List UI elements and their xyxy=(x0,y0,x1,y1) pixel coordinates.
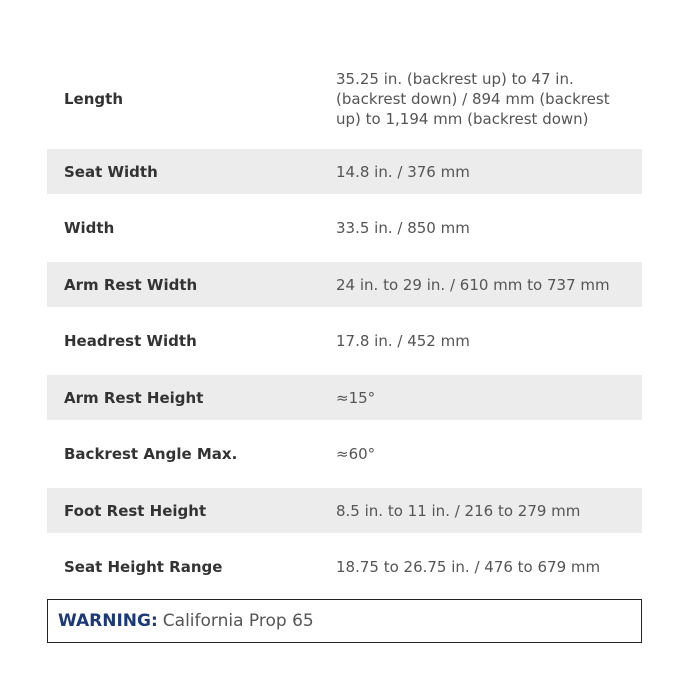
spec-value: 18.75 to 26.75 in. / 476 to 679 mm xyxy=(336,558,601,576)
spec-label: Width xyxy=(64,219,115,237)
specifications-table xyxy=(47,48,642,601)
spec-value: 17.8 in. / 452 mm xyxy=(336,332,470,350)
spec-value: ≈60° xyxy=(336,445,376,463)
spec-row-width xyxy=(47,194,642,262)
spec-value: 24 in. to 29 in. / 610 mm to 737 mm xyxy=(336,275,610,294)
spec-label: Seat Height Range xyxy=(64,558,223,576)
prop65-warning-box xyxy=(47,599,642,643)
spec-label: Foot Rest Height xyxy=(64,501,207,520)
warning-label: WARNING: xyxy=(58,611,158,631)
spec-row-seat-height-range xyxy=(47,533,642,601)
spec-row-arm-rest-width xyxy=(47,262,642,307)
spec-value: 35.25 in. (backrest up) to 47 in. (backrest down) / 894 mm (backrest up) to 1,194 mm (backrest down) xyxy=(336,69,610,128)
warning-text: California Prop 65 xyxy=(162,611,314,631)
spec-value: 8.5 in. to 11 in. / 216 to 279 mm xyxy=(336,501,581,520)
spec-value: ≈15° xyxy=(336,388,376,407)
spec-label: Backrest Angle Max. xyxy=(64,445,238,463)
spec-label: Arm Rest Height xyxy=(64,388,204,407)
spec-row-headrest-width xyxy=(47,307,642,375)
spec-value: 33.5 in. / 850 mm xyxy=(336,219,470,237)
spec-row-backrest-angle-max xyxy=(47,420,642,488)
spec-row-foot-rest-height xyxy=(47,488,642,533)
spec-label: Seat Width xyxy=(64,162,158,181)
spec-row-seat-width xyxy=(47,149,642,194)
spec-label: Arm Rest Width xyxy=(64,275,198,294)
spec-value: 14.8 in. / 376 mm xyxy=(336,162,470,181)
spec-row-arm-rest-height xyxy=(47,375,642,420)
spec-label: Length xyxy=(64,89,123,108)
spec-label: Headrest Width xyxy=(64,332,197,350)
spec-row-length xyxy=(47,48,642,149)
